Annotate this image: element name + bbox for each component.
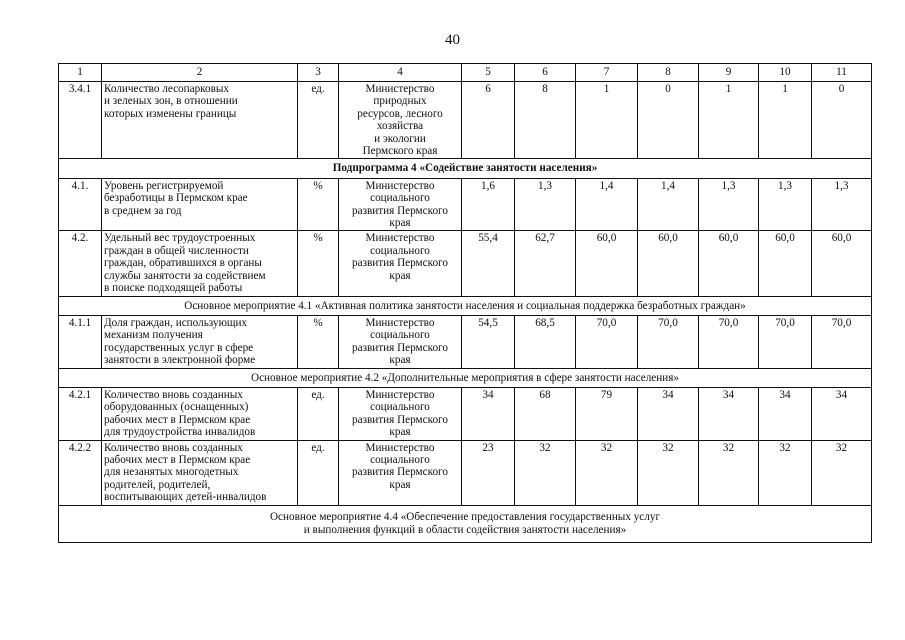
unit-cell: ед. [298,387,339,440]
section-row [59,368,872,387]
unit-cell: ед. [298,440,339,505]
value-cell: 55,4 [462,231,515,296]
value-cell: 1,3 [699,178,759,231]
responsible-cell: Министерство социального развития Пермского края [339,440,462,505]
value-cell: 32 [576,440,638,505]
section-title: Основное мероприятие 4.1 «Активная политика занятости населения и социальная поддержка безработных граждан» [59,296,872,315]
value-cell: 32 [638,440,699,505]
value-cell: 34 [812,387,872,440]
responsible-cell: Министерство социального развития Пермского края [339,178,462,231]
table-row [59,82,872,159]
responsible-cell: Министерство социального развития Пермского края [339,231,462,296]
value-cell: 60,0 [759,231,812,296]
unit-cell: % [298,231,339,296]
header-cell: 2 [102,64,298,82]
header-cell: 9 [699,64,759,82]
row-number: 4.2.1 [59,387,102,440]
unit-cell: ед. [298,82,339,159]
indicator-name: Количество вновь созданных рабочих мест в Пермском крае для незанятых многодетных родителей, родителей, воспитывающих детей-инвалидов [102,440,298,505]
value-cell: 60,0 [812,231,872,296]
row-number: 3.4.1 [59,82,102,159]
value-cell: 32 [759,440,812,505]
value-cell: 1,4 [576,178,638,231]
table-row [59,440,872,505]
value-cell: 1,3 [515,178,576,231]
section-row [59,296,872,315]
value-cell: 1 [699,82,759,159]
header-cell: 5 [462,64,515,82]
value-cell: 6 [462,82,515,159]
value-cell: 8 [515,82,576,159]
table-row [59,231,872,296]
header-cell: 3 [298,64,339,82]
responsible-cell: Министерство социального развития Пермского края [339,387,462,440]
value-cell: 54,5 [462,315,515,368]
value-cell: 70,0 [812,315,872,368]
row-number: 4.2. [59,231,102,296]
value-cell: 34 [462,387,515,440]
value-cell: 1,3 [759,178,812,231]
value-cell: 34 [638,387,699,440]
section-row [59,159,872,178]
unit-cell: % [298,178,339,231]
value-cell: 1 [759,82,812,159]
table-row [59,387,872,440]
value-cell: 68 [515,387,576,440]
value-cell: 70,0 [576,315,638,368]
value-cell: 0 [638,82,699,159]
value-cell: 70,0 [699,315,759,368]
value-cell: 0 [812,82,872,159]
value-cell: 32 [515,440,576,505]
value-cell: 32 [699,440,759,505]
value-cell: 1 [576,82,638,159]
indicator-name: Доля граждан, использующих механизм получения государственных услуг в сфере занятости в электронной форме [102,315,298,368]
value-cell: 70,0 [759,315,812,368]
section-title: Подпрограмма 4 «Содействие занятости населения» [59,159,872,178]
header-cell: 8 [638,64,699,82]
indicator-name: Количество лесопарковых и зеленых зон, в отношении которых изменены границы [102,82,298,159]
header-cell: 11 [812,64,872,82]
indicators-table [58,63,872,543]
value-cell: 1,4 [638,178,699,231]
value-cell: 62,7 [515,231,576,296]
section-title: Основное мероприятие 4.2 «Дополнительные мероприятия в сфере занятости населения» [59,368,872,387]
indicator-name: Удельный вес трудоустроенных граждан в общей численности граждан, обратившихся в органы службы занятости за содействием в поиске подходящей работы [102,231,298,296]
value-cell: 34 [699,387,759,440]
responsible-cell: Министерство социального развития Пермского края [339,315,462,368]
value-cell: 68,5 [515,315,576,368]
header-cell: 7 [576,64,638,82]
header-cell: 4 [339,64,462,82]
row-number: 4.1.1 [59,315,102,368]
page-number: 40 [445,32,460,48]
value-cell: 70,0 [638,315,699,368]
value-cell: 60,0 [576,231,638,296]
table-body [59,82,872,543]
indicator-name: Уровень регистрируемой безработицы в Пермском крае в среднем за год [102,178,298,231]
responsible-cell: Министерство природных ресурсов, лесного хозяйства и экологии Пермского края [339,82,462,159]
section-title: Основное мероприятие 4.4 «Обеспечение предоставления государственных услуг и выполнения функций в области содействия занятости населения» [59,505,872,542]
indicator-name: Количество вновь созданных оборудованных (оснащенных) рабочих мест в Пермском крае для трудоустройства инвалидов [102,387,298,440]
header-row [59,64,872,82]
header-cell: 10 [759,64,812,82]
unit-cell: % [298,315,339,368]
value-cell: 60,0 [638,231,699,296]
table-row [59,178,872,231]
value-cell: 34 [759,387,812,440]
table-row [59,315,872,368]
value-cell: 79 [576,387,638,440]
header-cell: 6 [515,64,576,82]
value-cell: 1,6 [462,178,515,231]
value-cell: 23 [462,440,515,505]
row-number: 4.1. [59,178,102,231]
value-cell: 1,3 [812,178,872,231]
header-cell: 1 [59,64,102,82]
value-cell: 60,0 [699,231,759,296]
section-row [59,505,872,542]
value-cell: 32 [812,440,872,505]
row-number: 4.2.2 [59,440,102,505]
